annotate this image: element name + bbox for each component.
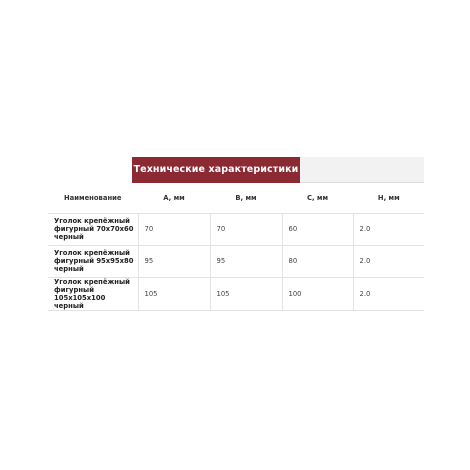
value-h-cell: 2.0 — [353, 245, 424, 277]
value-a-cell: 105 — [138, 277, 210, 310]
value-c-cell: 60 — [282, 213, 353, 245]
value-b-cell: 70 — [210, 213, 282, 245]
column-header-b: B, мм — [210, 183, 282, 213]
table-header-row — [48, 183, 424, 213]
column-header-name: Наименование — [48, 183, 138, 213]
tab-bar-remainder — [300, 157, 424, 182]
value-a-cell: 95 — [138, 245, 210, 277]
specifications-panel — [48, 157, 424, 311]
table-row — [48, 277, 424, 310]
value-c-cell: 100 — [282, 277, 353, 310]
table-row — [48, 245, 424, 277]
tab-bar — [48, 157, 424, 183]
product-name-cell: Уголок крепёжный фигурный 105х105х100 черный — [48, 277, 138, 310]
tab-technical-specifications[interactable]: Технические характеристики — [132, 157, 300, 183]
specifications-table — [48, 183, 424, 311]
value-c-cell: 80 — [282, 245, 353, 277]
column-header-h: H, мм — [353, 183, 424, 213]
value-b-cell: 105 — [210, 277, 282, 310]
column-header-a: A, мм — [138, 183, 210, 213]
tab-bar-spacer — [48, 157, 132, 183]
value-b-cell: 95 — [210, 245, 282, 277]
value-h-cell: 2.0 — [353, 213, 424, 245]
value-h-cell: 2.0 — [353, 277, 424, 310]
column-header-c: C, мм — [282, 183, 353, 213]
product-name-cell: Уголок крепёжный фигурный 70х70х60 черный — [48, 213, 138, 245]
table-row — [48, 213, 424, 245]
product-name-cell: Уголок крепёжный фигурный 95х95х80 черный — [48, 245, 138, 277]
value-a-cell: 70 — [138, 213, 210, 245]
